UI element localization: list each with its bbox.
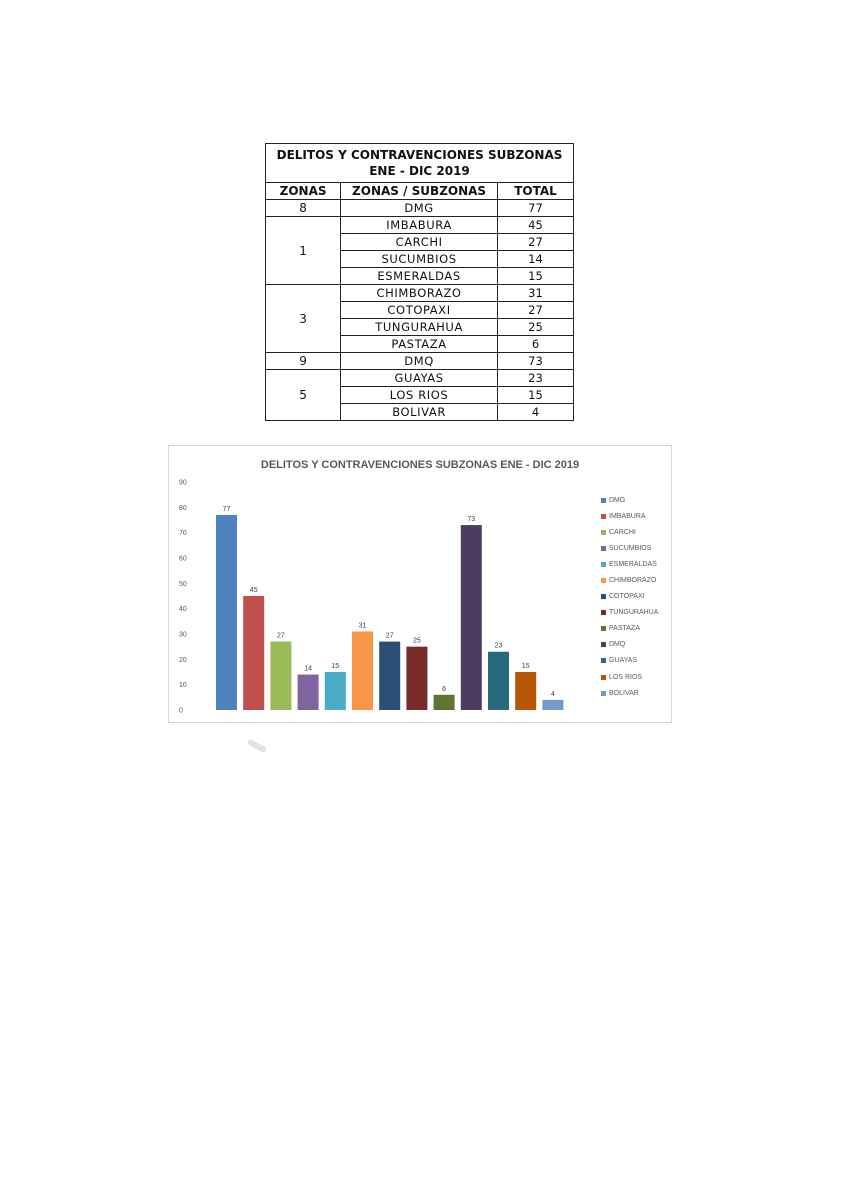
legend-label: IMBABURA <box>609 512 646 520</box>
table-title-line-1: DELITOS Y CONTRAVENCIONES SUBZONAS <box>276 148 563 162</box>
y-tick-label: 60 <box>179 555 187 563</box>
legend-swatch <box>601 642 606 647</box>
total-cell: 77 <box>498 200 574 217</box>
y-tick-label: 70 <box>179 530 187 538</box>
legend-swatch <box>601 691 606 696</box>
legend-item <box>601 637 658 653</box>
page-fold-mark <box>247 739 267 754</box>
legend-label: CARCHI <box>609 528 636 536</box>
header-subzonas: ZONAS / SUBZONAS <box>341 183 498 200</box>
y-tick-label: 80 <box>179 504 187 512</box>
bar-dmq <box>461 525 482 710</box>
legend-item <box>601 492 658 508</box>
legend-label: CHIMBORAZO <box>609 577 657 585</box>
zona-cell: 5 <box>266 370 341 421</box>
legend-label: COTOPAXI <box>609 593 645 601</box>
data-label: 4 <box>550 690 555 698</box>
legend-item <box>601 589 658 605</box>
chart-canvas <box>169 446 671 722</box>
bar-cotopaxi <box>379 642 400 710</box>
y-tick-label: 0 <box>179 707 183 715</box>
legend-item <box>601 605 658 621</box>
data-label: 73 <box>467 516 476 524</box>
bar-esmeraldas <box>325 672 346 710</box>
subzona-cell: TUNGURAHUA <box>341 319 498 336</box>
data-label: 14 <box>304 665 312 673</box>
legend-item <box>601 653 658 669</box>
total-cell: 25 <box>498 319 574 336</box>
legend-swatch <box>601 594 606 599</box>
legend-label: DMQ <box>609 641 626 649</box>
table-row <box>266 285 574 302</box>
legend-item <box>601 685 658 701</box>
legend-label: GUAYAS <box>609 657 638 665</box>
data-label: 27 <box>385 632 394 640</box>
chart-legend <box>601 492 658 701</box>
table-title-line-2: ENE - DIC 2019 <box>369 164 470 178</box>
y-tick-label: 20 <box>179 656 187 664</box>
legend-item <box>601 621 658 637</box>
data-label: 31 <box>358 622 367 630</box>
total-cell: 73 <box>498 353 574 370</box>
y-tick-label: 30 <box>179 631 187 639</box>
zona-cell: 9 <box>266 353 341 370</box>
bar-series <box>216 506 563 710</box>
legend-label: SUCUMBIOS <box>609 544 652 552</box>
legend-item <box>601 508 658 524</box>
subzona-cell: PASTAZA <box>341 336 498 353</box>
legend-label: BOLIVAR <box>609 689 639 697</box>
zona-cell: 8 <box>266 200 341 217</box>
crime-data-table <box>265 143 574 421</box>
bar-pastaza <box>434 695 455 710</box>
data-label: 27 <box>277 632 285 640</box>
subzona-cell: DMG <box>341 200 498 217</box>
legend-swatch <box>601 578 606 583</box>
subzona-cell: LOS RIOS <box>341 387 498 404</box>
data-label: 23 <box>494 642 503 650</box>
total-cell: 15 <box>498 268 574 285</box>
data-label: 25 <box>413 637 421 645</box>
legend-swatch <box>601 514 606 519</box>
legend-label: DMG <box>609 496 626 504</box>
legend-swatch <box>601 546 606 551</box>
header-total: TOTAL <box>498 183 574 200</box>
legend-label: LOS RIOS <box>609 673 643 681</box>
table-row <box>266 217 574 234</box>
legend-label: TUNGURAHUA <box>609 609 659 617</box>
table-row <box>266 353 574 370</box>
bar-carchi <box>270 642 291 710</box>
bar-los-rios <box>515 672 536 710</box>
data-label: 6 <box>442 685 447 693</box>
legend-item <box>601 669 658 685</box>
bar-imbabura <box>243 596 264 710</box>
subzona-cell: SUCUMBIOS <box>341 251 498 268</box>
bar-sucumbios <box>298 675 319 710</box>
data-label: 77 <box>222 505 231 513</box>
legend-swatch <box>601 626 606 631</box>
bar-chimborazo <box>352 631 373 710</box>
total-cell: 23 <box>498 370 574 387</box>
legend-swatch <box>601 610 606 615</box>
subzona-cell: GUAYAS <box>341 370 498 387</box>
table-row <box>266 200 574 217</box>
total-cell: 14 <box>498 251 574 268</box>
subzona-cell: IMBABURA <box>341 217 498 234</box>
subzona-cell: BOLIVAR <box>341 404 498 421</box>
legend-swatch <box>601 498 606 503</box>
bar-dmg <box>216 515 237 710</box>
legend-swatch <box>601 530 606 535</box>
total-cell: 31 <box>498 285 574 302</box>
data-label: 15 <box>331 663 340 670</box>
chart-title: DELITOS Y CONTRAVENCIONES SUBZONAS ENE - DIC 2019 <box>260 459 580 471</box>
subzona-cell: CHIMBORAZO <box>341 285 498 302</box>
legend-item <box>601 540 658 556</box>
y-axis <box>179 480 187 715</box>
total-cell: 27 <box>498 302 574 319</box>
legend-item <box>601 572 658 588</box>
legend-item <box>601 524 658 540</box>
total-cell: 6 <box>498 336 574 353</box>
bar-tungurahua <box>406 647 427 710</box>
legend-swatch <box>601 562 606 567</box>
bar-chart <box>168 445 672 723</box>
bar-guayas <box>488 652 509 710</box>
y-tick-label: 90 <box>179 479 187 487</box>
legend-item <box>601 556 658 572</box>
table-row <box>266 370 574 387</box>
y-tick-label: 40 <box>179 606 187 614</box>
legend-label: ESMERALDAS <box>609 560 657 568</box>
subzona-cell: ESMERALDAS <box>341 268 498 285</box>
y-tick-label: 50 <box>179 580 187 588</box>
zona-cell: 3 <box>266 285 341 353</box>
data-label: 15 <box>521 663 530 670</box>
legend-swatch <box>601 658 606 663</box>
subzona-cell: DMQ <box>341 353 498 370</box>
total-cell: 27 <box>498 234 574 251</box>
legend-swatch <box>601 675 606 680</box>
y-tick-label: 10 <box>179 682 187 690</box>
total-cell: 15 <box>498 387 574 404</box>
subzona-cell: CARCHI <box>341 234 498 251</box>
total-cell: 4 <box>498 404 574 421</box>
table-title <box>266 144 574 183</box>
data-label: 45 <box>249 587 258 594</box>
bar-bolivar <box>542 700 563 710</box>
header-zonas: ZONAS <box>266 183 341 200</box>
legend-label: PASTAZA <box>609 625 640 633</box>
zona-cell: 1 <box>266 217 341 285</box>
subzona-cell: COTOPAXI <box>341 302 498 319</box>
total-cell: 45 <box>498 217 574 234</box>
